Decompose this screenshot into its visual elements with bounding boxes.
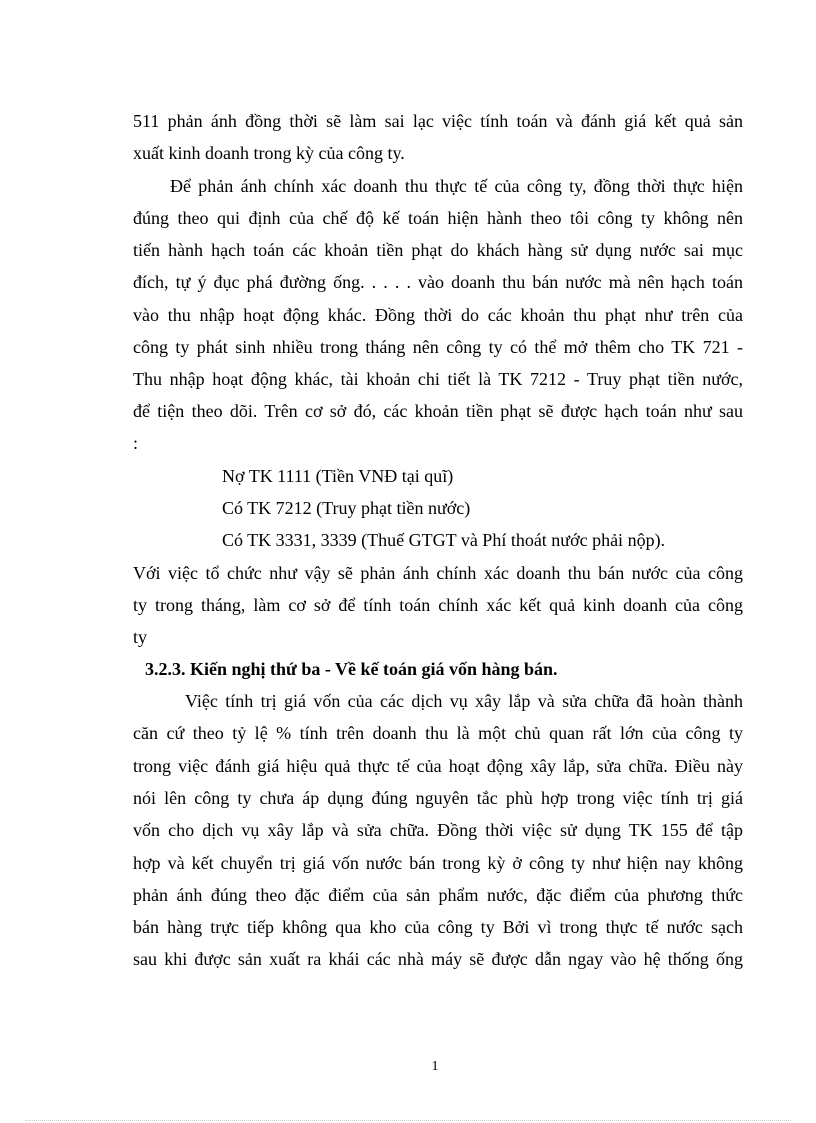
paragraph-line: vốn cho dịch vụ xây lắp và sửa chữa. Đồng thời việc sử dụng TK 155 để tập: [133, 820, 743, 840]
paragraph-line: Với việc tổ chức như vậy sẽ phản ánh chính xác doanh thu bán nước của công: [133, 563, 743, 583]
paragraph-line: để tiện theo dõi. Trên cơ sở đó, các khoản tiền phạt sẽ được hạch toán như sau: [133, 401, 743, 421]
paragraph-line: sau khi được sản xuất ra khái các nhà máy sẽ được dẫn ngay vào hệ thống ống: [133, 949, 743, 969]
paragraph-line: tiến hành hạch toán các khoản tiền phạt do khách hàng sử dụng nước sai mục: [133, 240, 743, 260]
paragraph-line: :: [133, 433, 139, 453]
paragraph-line: trong việc đánh giá hiệu quả thực tế của hoạt động xây lắp, sửa chữa. Điều này: [133, 756, 743, 776]
paragraph-line: xuất kinh doanh trong kỳ của công ty.: [133, 143, 405, 163]
paragraph-line: đích, tự ý đục phá đường ống. . . . . vào doanh thu bán nước mà nên hạch toán: [133, 272, 743, 292]
page-bottom-divider: [25, 1120, 791, 1121]
paragraph-line: ty trong tháng, làm cơ sở để tính toán chính xác kết quả kinh doanh của công: [133, 595, 743, 615]
journal-entry-credit: Có TK 7212 (Truy phạt tiền nước): [222, 498, 471, 518]
paragraph-line: Việc tính trị giá vốn của các dịch vụ xây lắp và sửa chữa đã hoàn thành: [185, 691, 743, 711]
page-number: 1: [431, 1059, 439, 1074]
paragraph-line: đúng theo qui định của chế độ kế toán hiện hành theo tôi công ty không nên: [133, 208, 743, 228]
paragraph-line: căn cứ theo tỷ lệ % tính trên doanh thu là một chủ quan rất lớn của công ty: [133, 723, 743, 743]
paragraph-line: 511 phản ánh đồng thời sẽ làm sai lạc việc tính toán và đánh giá kết quả sản: [133, 111, 743, 131]
paragraph-line: công ty phát sinh nhiều trong tháng nên công ty có thể mở thêm cho TK 721 -: [133, 337, 743, 357]
paragraph-line: nói lên công ty chưa áp dụng đúng nguyên tắc phù hợp trong việc tính trị giá: [133, 788, 743, 808]
paragraph-line: hợp và kết chuyển trị giá vốn nước bán trong kỳ ở công ty như hiện nay không: [133, 853, 743, 873]
journal-entry-debit: Nợ TK 1111 (Tiền VNĐ tại quĩ): [222, 466, 454, 486]
paragraph-line: Thu nhập hoạt động khác, tài khoản chi tiết là TK 7212 - Truy phạt tiền nước,: [133, 369, 743, 389]
paragraph-line: Để phản ánh chính xác doanh thu thực tế của công ty, đồng thời thực hiện: [170, 176, 743, 196]
paragraph-line: ty: [133, 627, 148, 647]
journal-entry-credit: Có TK 3331, 3339 (Thuế GTGT và Phí thoát nước phải nộp).: [222, 530, 666, 550]
paragraph-line: vào thu nhập hoạt động khác. Đồng thời do các khoản thu phạt như trên của: [133, 305, 743, 325]
paragraph-line: phản ánh đúng theo đặc điểm của sản phẩm nước, đặc điểm của phương thức: [133, 885, 743, 905]
section-heading: 3.2.3. Kiến nghị thứ ba - Về kế toán giá vốn hàng bán.: [145, 659, 558, 679]
paragraph-line: bán hàng trực tiếp không qua kho của công ty Bởi vì trong thực tế nước sạch: [133, 917, 743, 937]
